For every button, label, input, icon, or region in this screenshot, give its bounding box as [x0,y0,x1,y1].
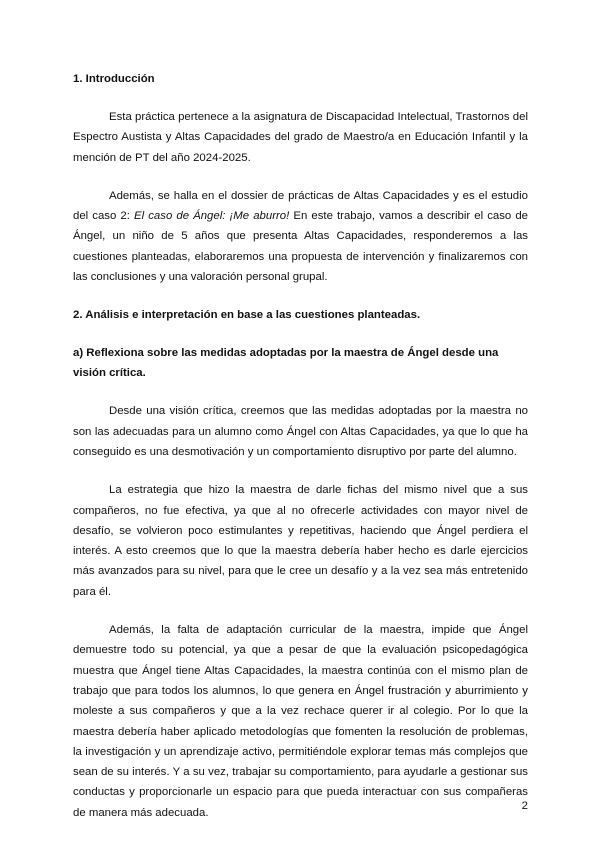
paragraph-intro-1: Esta práctica pertenece a la asignatura de Discapacidad Intelectual, Trastornos del Espectro Austista y Altas Capacidades del grado de Maestro/a en Educación Infantil y la mención de PT del año 2024-2025. [73,111,528,164]
paragraph-intro-2-end: En este trabajo, vamos a describir el caso de Ángel, un niño de 5 años que presenta Altas Capacidades, responderemos a las cuestiones planteadas, elaboraremos una propuesta de intervención y finalizaremos con las conclusiones y una valoración personal grupal. [73,210,529,284]
paragraph-analysis-3: Además, la falta de adaptación curricular de la maestra, impide que Ángel demuestre todo su potencial, ya que a pesar de que la evaluación psicopedagógica muestra que Ángel tiene Altas Capacidades, la maestra continúa con el mismo plan de trabajo que para todos los alumnos, lo que genera en Ángel frustración y aburrimiento y moleste a sus compañeros y que a la vez rechace querer ir al colegio. Por lo que la maestra debería haber aplicado metodologías que fomenten la resolución de problemas, la investigación y un aprendizaje activo, permitiéndole explorar temas más complejos que sean de su interés. Y a su vez, trabajar su comportamiento, para ayudarle a gestionar sus conductas y proporcionarle un espacio para que pueda interactuar con sus compañeras de manera más adecuada. [73,624,528,819]
page-number: 2 [521,800,528,812]
section-heading-analisis: 2. Análisis e interpretación en base a las cuestiones planteadas. [73,309,421,322]
paragraph-intro-2-start: Además, se halla en el dossier de prácticas de Altas Capacidades y es el estudio del caso 2: [73,189,528,223]
case-title: El caso de Ángel: ¡Me aburro! [134,210,290,223]
paragraph-analysis-2: La estrategia que hizo la maestra de darle fichas del mismo nivel que a sus compañeros, no fue efectiva, ya que al no ofrecerle actividades con mayor nivel de desafío, se volvieron poco estimulantes y repetitivas, haciendo que Ángel perdiera el interés. A esto creemos que lo que la maestra debería haber hecho es darle ejercicios más avanzados para su nivel, para que le cree un desafío y a la vez sea más entretenido para él. [73,484,528,598]
page-content [73,69,528,823]
question-a-heading: a) Reflexiona sobre las medidas adoptadas por la maestra de Ángel desde una visión crítica. [73,347,499,380]
paragraph-analysis-1: Desde una visión crítica, creemos que las medidas adoptadas por la maestra no son las adecuadas para un alumno como Ángel con Altas Capacidades, ya que lo que ha conseguido es una desmotivación y un comportamiento disruptivo por parte del alumno. [73,405,528,458]
paragraph-intro-2 [73,186,528,287]
section-heading-introduccion: 1. Introducción [73,73,155,85]
